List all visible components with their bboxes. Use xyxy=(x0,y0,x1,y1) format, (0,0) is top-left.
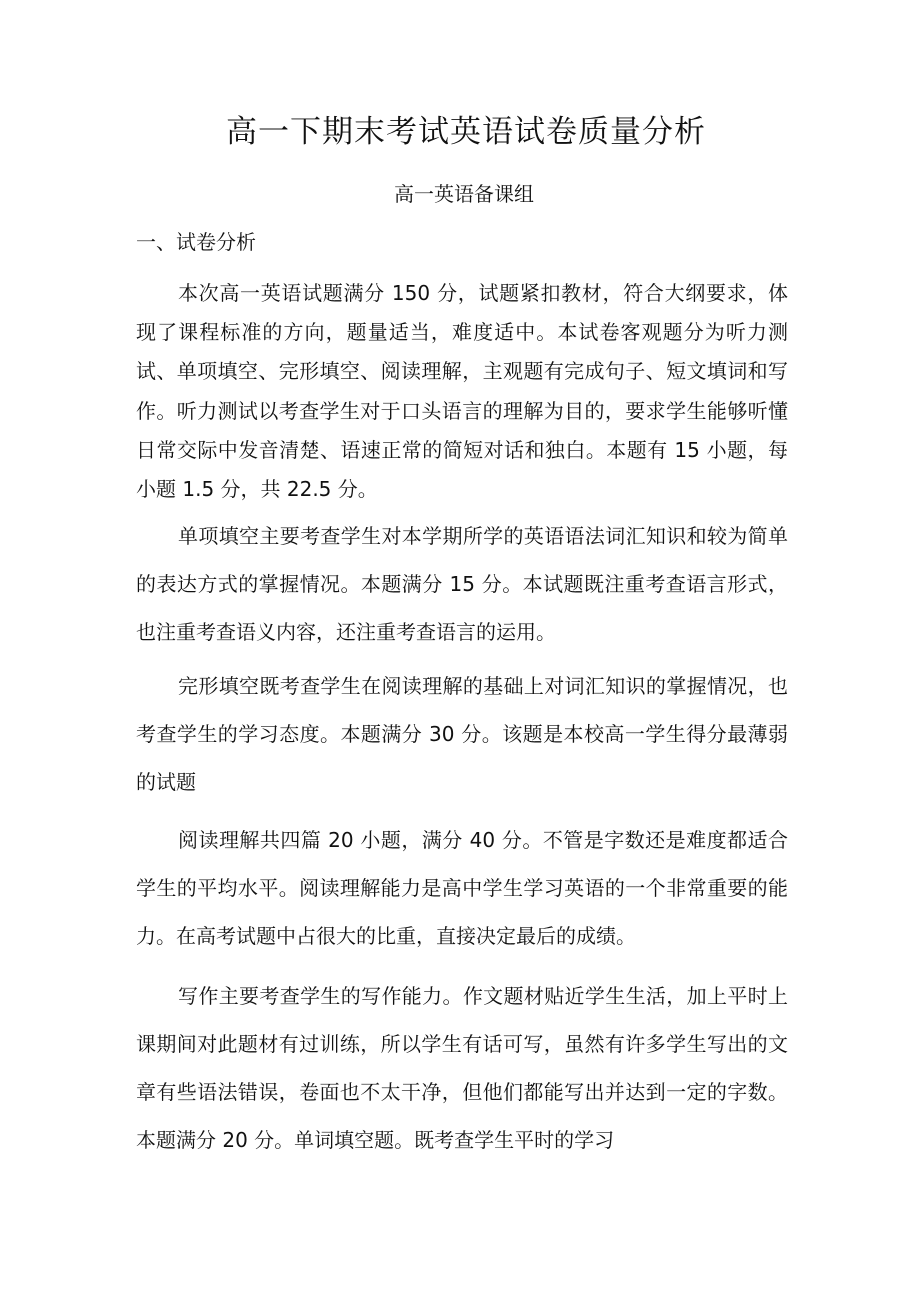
document-subtitle: 高一英语备课组 xyxy=(394,182,534,206)
section-heading: 一、试卷分析 xyxy=(136,230,256,254)
paragraph-listening: 本次高一英语试题满分 150 分，试题紧扣教材，符合大纲要求，体现了课程标准的方向，题量适当，难度适中。本试卷客观题分为听力测试、单项填空、完形填空、阅读理解，主观题有完成句子、短文填词和写作。听力测试以考查学生对于口头语言的理解为目的，要求学生能够听懂日常交际中发音清楚、语速正常的简短对话和独白。本题有 15 小题，每小题 1.5 分，共 22.5 分。 xyxy=(136,281,788,502)
document-title: 高一下期末考试英语试卷质量分析 xyxy=(226,114,706,150)
paragraph-writing: 写作主要考查学生的写作能力。作文题材贴近学生生活，加上平时上课期间对此题材有过训练，所以学生有话可写，虽然有许多学生写出的文章有些语法错误，卷面也不太干净，但他们都能写出并达到一定的字数。本题满分 20 分。单词填空题。既考查学生平时的学习 xyxy=(136,984,788,1152)
paragraph-reading: 阅读理解共四篇 20 小题，满分 40 分。不管是字数还是难度都适合学生的平均水平。阅读理解能力是高中学生学习英语的一个非常重要的能力。在高考试题中占很大的比重，直接决定最后的成绩。 xyxy=(136,828,788,948)
paragraph-cloze: 完形填空既考查学生在阅读理解的基础上对词汇知识的掌握情况，也考查学生的学习态度。本题满分 30 分。该题是本校高一学生得分最薄弱的试题 xyxy=(136,674,788,794)
paragraph-single-choice: 单项填空主要考查学生对本学期所学的英语语法词汇知识和较为简单的表达方式的掌握情况。本题满分 15 分。本试题既注重考查语言形式，也注重考查语义内容，还注重考查语言的运用。 xyxy=(136,524,788,644)
